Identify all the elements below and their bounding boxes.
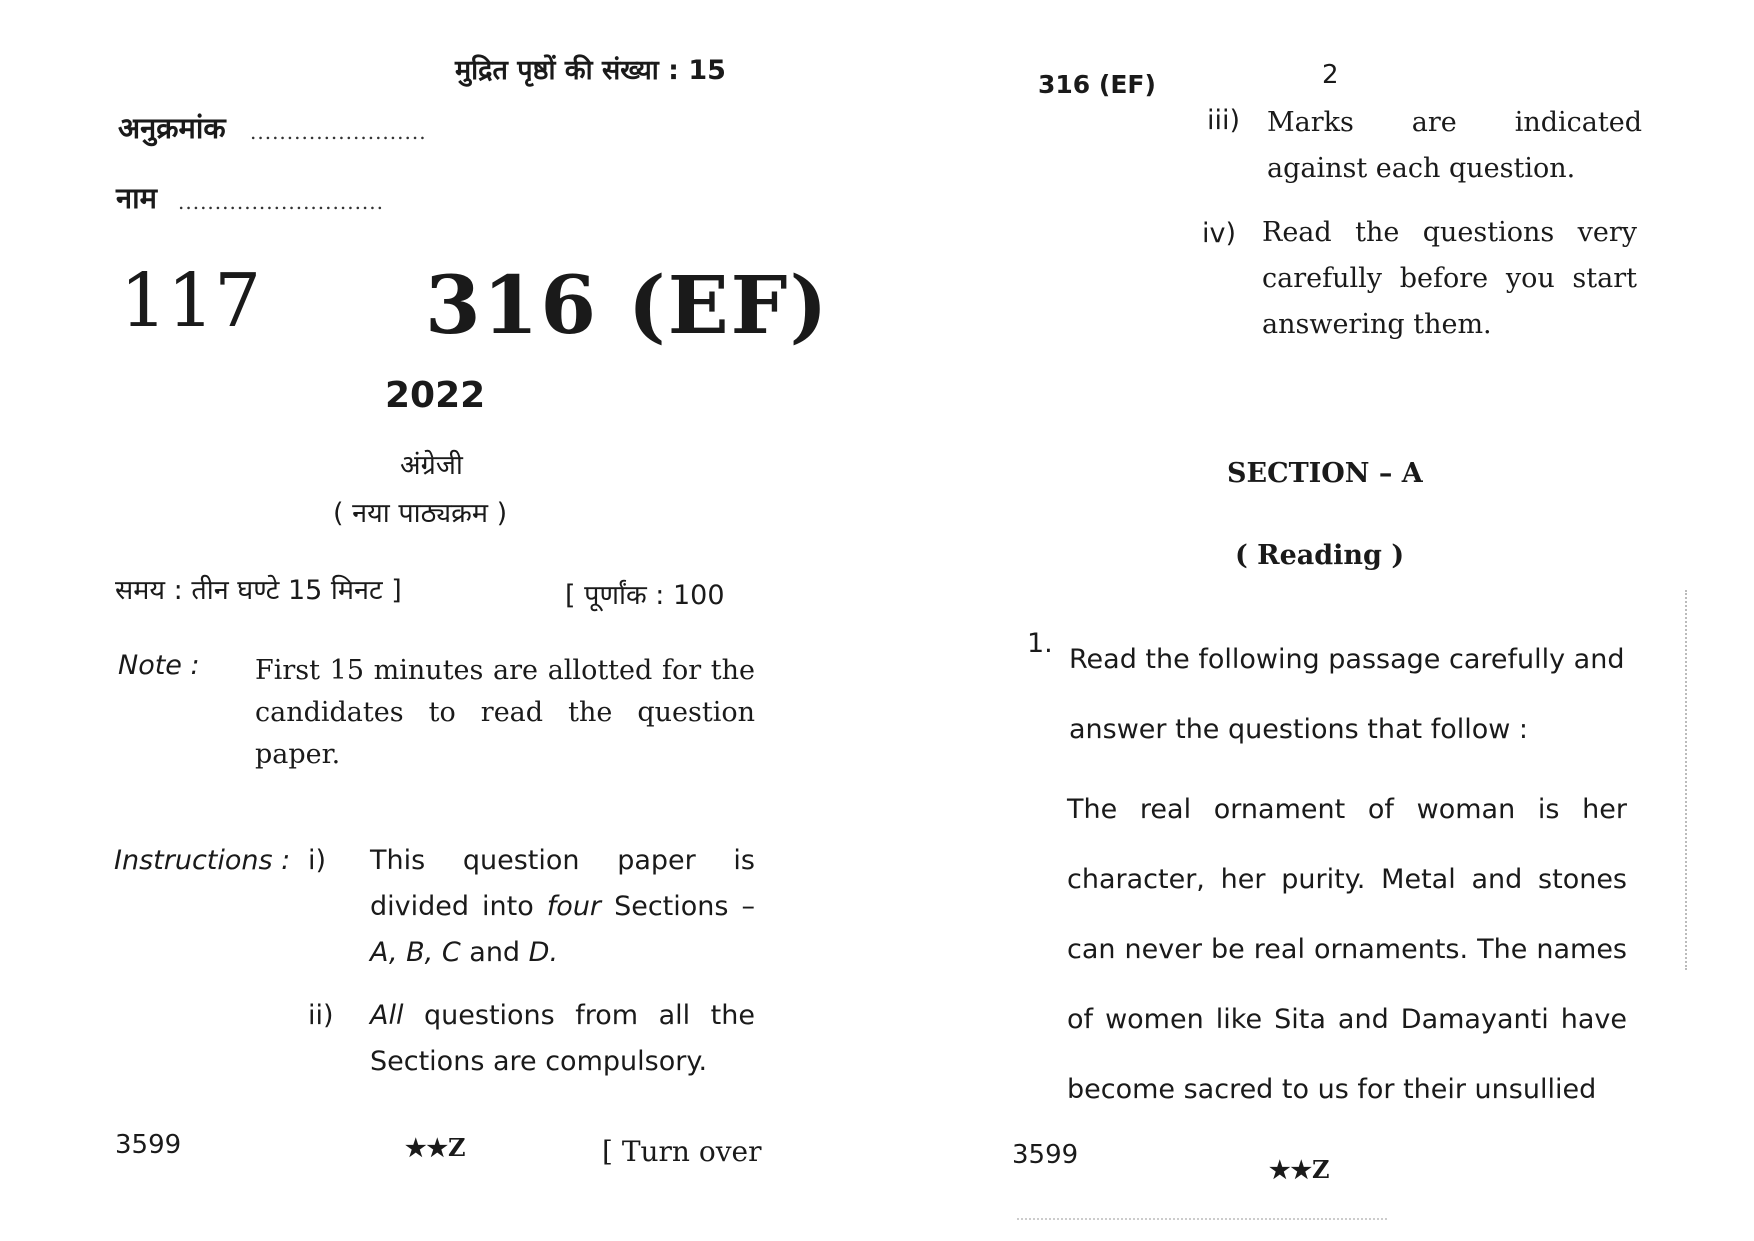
roll-number-label: अनुक्रमांक <box>118 111 226 145</box>
instruction-number: iv) <box>1202 218 1237 249</box>
footer-mark: ★★Z <box>1269 1155 1330 1184</box>
reading-passage: The real ornament of woman is her character, her purity. Metal and stones can never be real ornaments. The names of women like Sita and Damayanti have become sacred to us for their unsullied <box>1067 794 1627 1105</box>
page-header-code: 316 (EF) <box>1038 70 1156 99</box>
scan-bottom-artifact <box>1017 1218 1387 1221</box>
instruction-item <box>370 838 755 976</box>
printed-pages-count: मुद्रित पृष्ठों की संख्या : 15 <box>455 55 726 86</box>
instruction-text: Read the questions very carefully before you start answering them. <box>1262 217 1637 340</box>
instruction-text: Marks are indicated against each question. <box>1267 107 1642 184</box>
name-label: नाम <box>116 181 157 215</box>
exam-year: 2022 <box>385 375 486 416</box>
instruction-item <box>370 993 755 1085</box>
roll-number-field: ........................ <box>250 120 427 144</box>
instruction-text: This question paper is divided into <box>370 845 755 922</box>
max-marks: [ पूर्णांक : 100 <box>565 580 725 611</box>
instruction-number: ii) <box>308 1000 334 1031</box>
instruction-sections: D. <box>528 937 559 968</box>
instruction-text: Sections – <box>601 891 755 922</box>
instruction-sections: A, B, C <box>370 937 461 968</box>
instruction-number: i) <box>308 845 327 876</box>
instructions-label: Instructions : <box>114 845 291 876</box>
instruction-emphasis: All <box>370 1000 404 1031</box>
time-allowed: समय : तीन घण्टे 15 मिनट ] <box>115 575 402 606</box>
syllabus-note: ( नया पाठ्यक्रम ) <box>333 498 508 529</box>
name-field: ............................ <box>178 190 385 214</box>
instruction-emphasis: four <box>546 891 602 922</box>
instruction-number: iii) <box>1207 105 1241 136</box>
question-number: 1. <box>1027 628 1053 659</box>
note-label: Note : <box>118 650 200 681</box>
paper-serial-number: 117 <box>120 258 262 344</box>
section-title: SECTION – A <box>1227 458 1423 489</box>
turn-over-note: [ Turn over <box>602 1135 762 1168</box>
section-subtitle: ( Reading ) <box>1235 540 1405 571</box>
footer-code: 3599 <box>115 1130 182 1160</box>
subject-title: अंग्रेजी <box>400 450 463 481</box>
instruction-text: questions from all the Sections are compulsory. <box>370 1000 755 1077</box>
instruction-text: and <box>460 937 529 968</box>
note-text: First 15 minutes are allotted for the candidates to read the question paper. <box>255 655 755 770</box>
question-text: Read the following passage carefully and answer the questions that follow : <box>1069 644 1625 745</box>
footer-code: 3599 <box>1012 1140 1079 1170</box>
page-number: 2 <box>1322 60 1339 90</box>
footer-mark: ★★Z <box>405 1133 466 1162</box>
scan-edge-artifact <box>1685 590 1689 970</box>
paper-code: 316 (EF) <box>425 258 830 352</box>
right-page <box>877 0 1754 1241</box>
